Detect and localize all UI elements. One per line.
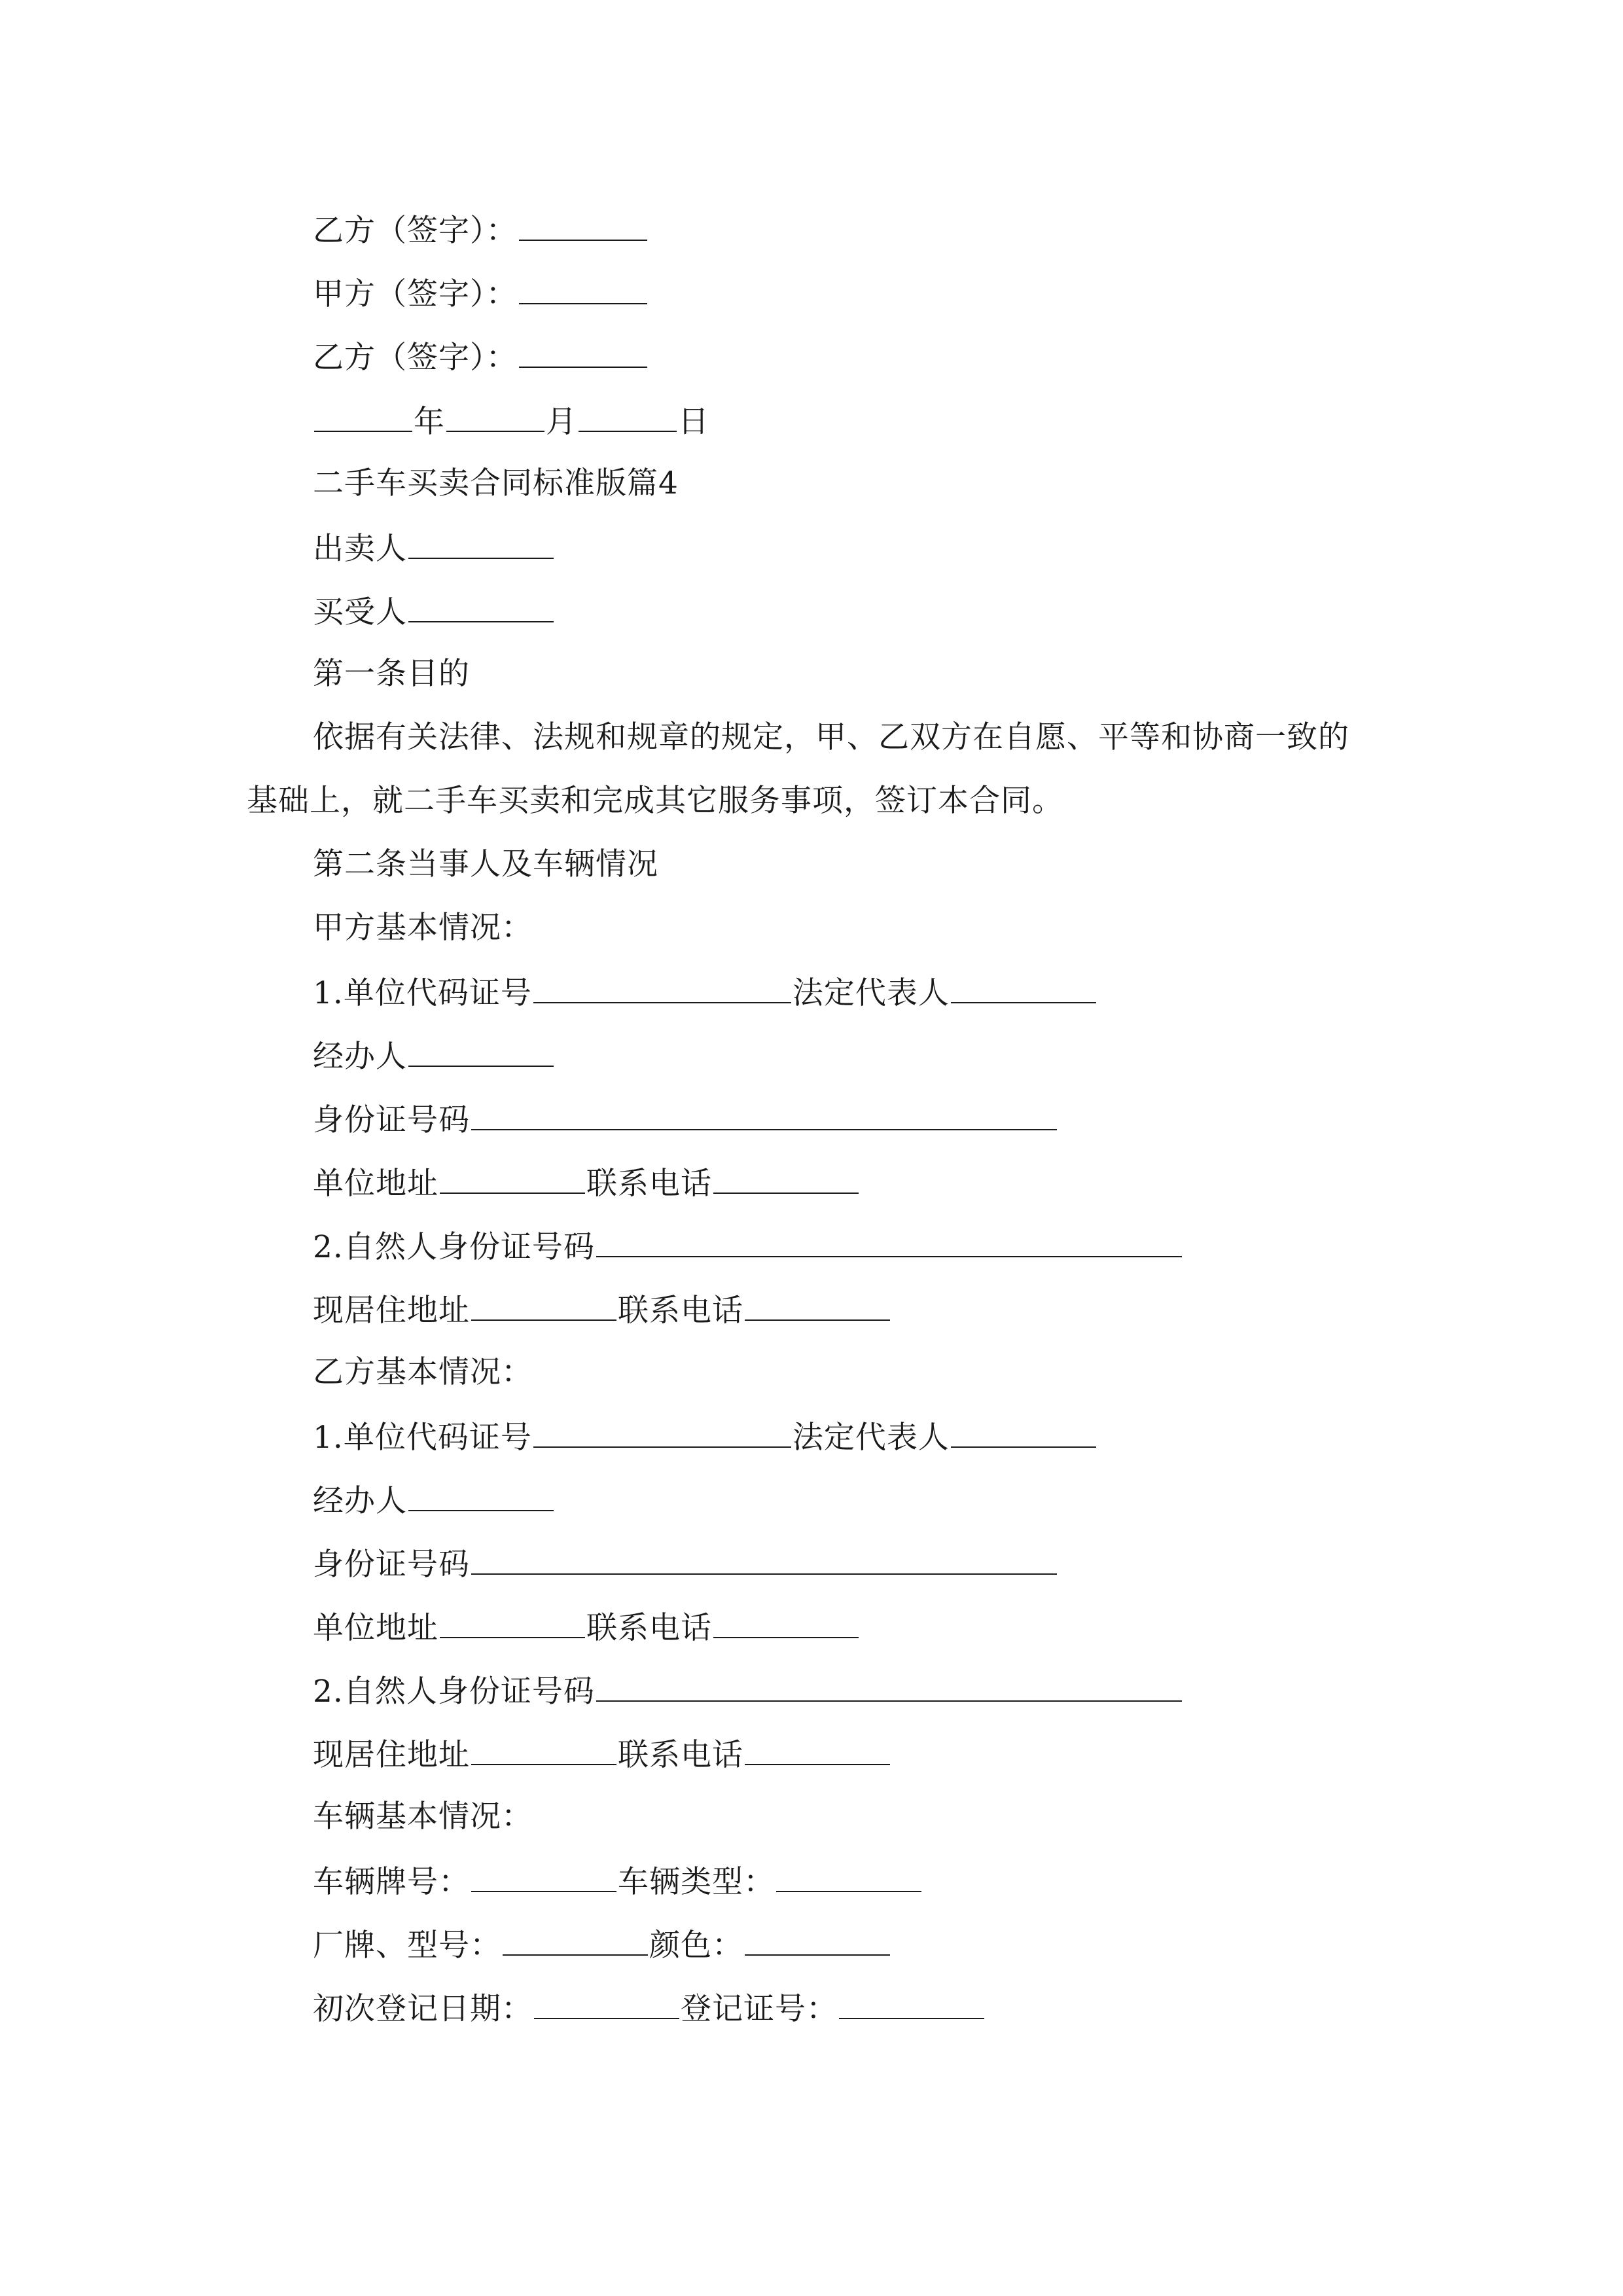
party-a-signature-line [313, 273, 649, 312]
vehicle-brand-line [313, 1924, 891, 1964]
org-code-label: 1.单位代码证号 [313, 1420, 532, 1456]
legal-rep-label: 法定代表人 [792, 975, 950, 1011]
plate-label: 车辆牌号： [313, 1864, 470, 1900]
legal-rep-blank [951, 972, 1096, 1003]
agent-label: 经办人 [313, 1483, 407, 1519]
party-a-signature-label: 甲方（签字）： [313, 276, 518, 312]
id-number-blank [471, 1543, 1057, 1575]
org-code-label: 1.单位代码证号 [313, 975, 532, 1011]
first-reg-date-blank [534, 1988, 679, 2019]
article2-title: 第二条当事人及车辆情况 [313, 846, 658, 882]
party-b-id-line [313, 1543, 1058, 1583]
day-blank [579, 401, 677, 432]
natural-id-blank [596, 1226, 1182, 1257]
article1-paragraph-line2: 基础上，就二手车买卖和完成其它服务事项，签订本合同。 [247, 783, 1063, 819]
phone-label: 联系电话 [586, 1610, 712, 1646]
month-label: 月 [546, 404, 577, 440]
residence-blank [471, 1289, 616, 1321]
residence-label: 现居住地址 [313, 1737, 470, 1773]
signature-blank [519, 273, 647, 304]
org-code-blank [533, 1416, 791, 1448]
buyer-line [313, 591, 555, 630]
natural-id-label: 2.自然人身份证号码 [313, 1229, 595, 1265]
seller-label: 出卖人 [313, 531, 407, 567]
agent-label: 经办人 [313, 1039, 407, 1075]
vehicle-type-label: 车辆类型： [618, 1864, 775, 1900]
party-b-org-code-line [313, 1416, 1097, 1456]
id-number-label: 身份证号码 [313, 1547, 470, 1583]
color-label: 颜色： [649, 1928, 743, 1964]
party-b-signature-label-2: 乙方（签字）： [313, 340, 518, 376]
party-a-org-code-line [313, 972, 1097, 1011]
residence-label: 现居住地址 [313, 1293, 470, 1329]
org-address-blank [440, 1162, 585, 1194]
seller-blank [408, 528, 554, 559]
reg-cert-label: 登记证号： [681, 1991, 838, 2027]
month-blank [446, 401, 544, 432]
party-a-id-line [313, 1099, 1058, 1138]
residence-blank [471, 1734, 616, 1765]
vehicle-registration-line [313, 1988, 986, 2027]
date-line [313, 401, 709, 440]
phone-blank [713, 1607, 859, 1638]
legal-rep-label: 法定代表人 [792, 1420, 950, 1456]
vehicle-plate-line [313, 1861, 923, 1900]
party-b-signature-line-2 [313, 336, 649, 376]
vehicle-heading: 车辆基本情况： [313, 1799, 533, 1835]
party-a-agent-line [313, 1035, 555, 1075]
year-blank [314, 401, 412, 432]
year-label: 年 [414, 404, 445, 440]
party-b-address-line [313, 1607, 860, 1646]
org-code-blank [533, 972, 791, 1003]
party-b-signature-line [313, 209, 649, 249]
id-number-label: 身份证号码 [313, 1102, 470, 1138]
party-a-natural-id-line [313, 1226, 1183, 1265]
phone-blank [713, 1162, 859, 1194]
phone-label: 联系电话 [586, 1166, 712, 1202]
party-b-residence-line [313, 1734, 891, 1773]
first-reg-date-label: 初次登记日期： [313, 1991, 533, 2027]
seller-line [313, 528, 555, 567]
party-a-heading: 甲方基本情况： [313, 910, 533, 946]
party-b-natural-id-line [313, 1670, 1183, 1710]
signature-blank [519, 209, 647, 241]
phone-label: 联系电话 [618, 1293, 743, 1329]
reg-cert-blank [839, 1988, 984, 2019]
phone-label: 联系电话 [618, 1737, 743, 1773]
org-address-label: 单位地址 [313, 1610, 438, 1646]
buyer-blank [408, 591, 554, 622]
id-number-blank [471, 1099, 1057, 1130]
vehicle-type-blank [776, 1861, 921, 1892]
color-blank [745, 1924, 890, 1956]
buyer-label: 买受人 [313, 594, 407, 630]
section-title: 二手车买卖合同标准版篇4 [313, 465, 679, 501]
natural-id-label: 2.自然人身份证号码 [313, 1674, 595, 1710]
article1-paragraph-line1: 依据有关法律、法规和规章的规定，甲、乙双方在自愿、平等和协商一致的 [313, 719, 1349, 755]
natural-id-blank [596, 1670, 1182, 1702]
party-b-signature-label: 乙方（签字）： [313, 213, 518, 249]
brand-label: 厂牌、型号： [313, 1928, 501, 1964]
agent-blank [408, 1035, 554, 1067]
day-label: 日 [678, 404, 709, 440]
org-address-blank [440, 1607, 585, 1638]
brand-blank [503, 1924, 648, 1956]
phone-blank [745, 1734, 890, 1765]
plate-blank [471, 1861, 616, 1892]
party-a-residence-line [313, 1289, 891, 1329]
article1-title: 第一条目的 [313, 656, 470, 692]
party-b-heading: 乙方基本情况： [313, 1354, 533, 1390]
party-b-agent-line [313, 1480, 555, 1519]
agent-blank [408, 1480, 554, 1511]
org-address-label: 单位地址 [313, 1166, 438, 1202]
phone-blank [745, 1289, 890, 1321]
party-a-address-line [313, 1162, 860, 1202]
legal-rep-blank [951, 1416, 1096, 1448]
signature-blank [519, 336, 647, 368]
